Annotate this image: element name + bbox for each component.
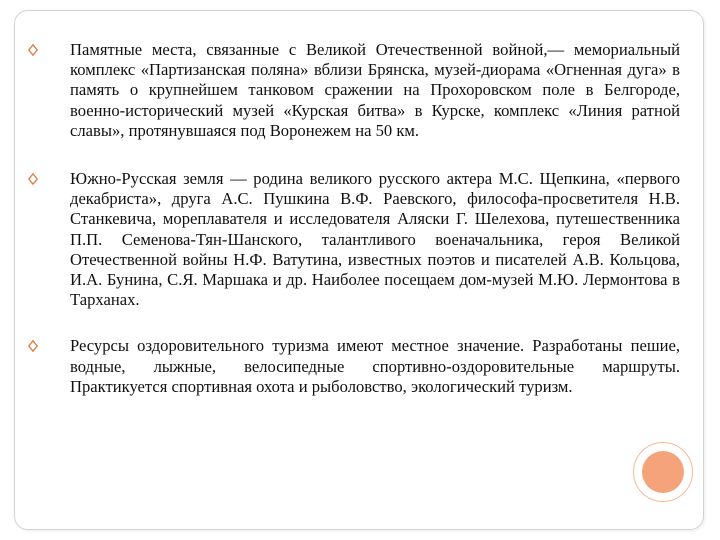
- bullet-item: [28, 40, 680, 141]
- diamond-bullet-icon: [28, 173, 38, 185]
- bullet-item: [28, 169, 680, 310]
- diamond-bullet-icon: [28, 44, 38, 56]
- bullet-item: [28, 336, 680, 397]
- bullet-text: Ресурсы оздоровительного туризма имеют местное значение. Разработаны пешие, водные, лыжные, велосипедные спортивно-оздоровительные маршруты. Практикуется спортивная охота и рыболовство, экологический туризм.: [70, 336, 680, 396]
- decorative-circle: [642, 451, 684, 493]
- bullet-text: Памятные места, связанные с Великой Отечественной войной,— мемориальный комплекс «Партизанская поляна» вблизи Брянска, музей-диорама «Огненная дуга» в память о крупнейшем танковом сражении на Прохоровском поле в Белгороде, военно-исторический музей «Курская битва» в Курске, комплекс «Линия ратной славы», протянувшаяся под Воронежем на 50 км.: [70, 40, 680, 140]
- diamond-bullet-icon: [28, 340, 38, 352]
- bullet-list: [28, 40, 680, 425]
- bullet-text: Южно-Русская земля — родина великого русского актера М.С. Щепкина, «первого декабриста», друга А.С. Пушкина В.Ф. Раевского, философа-просветителя Н.В. Станкевича, мореплавателя и исследователя Аляски Г. Шелехова, путешественника П.П. Семенова-Тян-Шанского, талантливого военачальника, героя Великой Отечественной войны Н.Ф. Ватутина, известных поэтов и писателей А.В. Кольцова, И.А. Бунина, С.Я. Маршака и др. Наиболее посещаем дом-музей М.Ю. Лермонтова в Тарханах.: [70, 169, 680, 310]
